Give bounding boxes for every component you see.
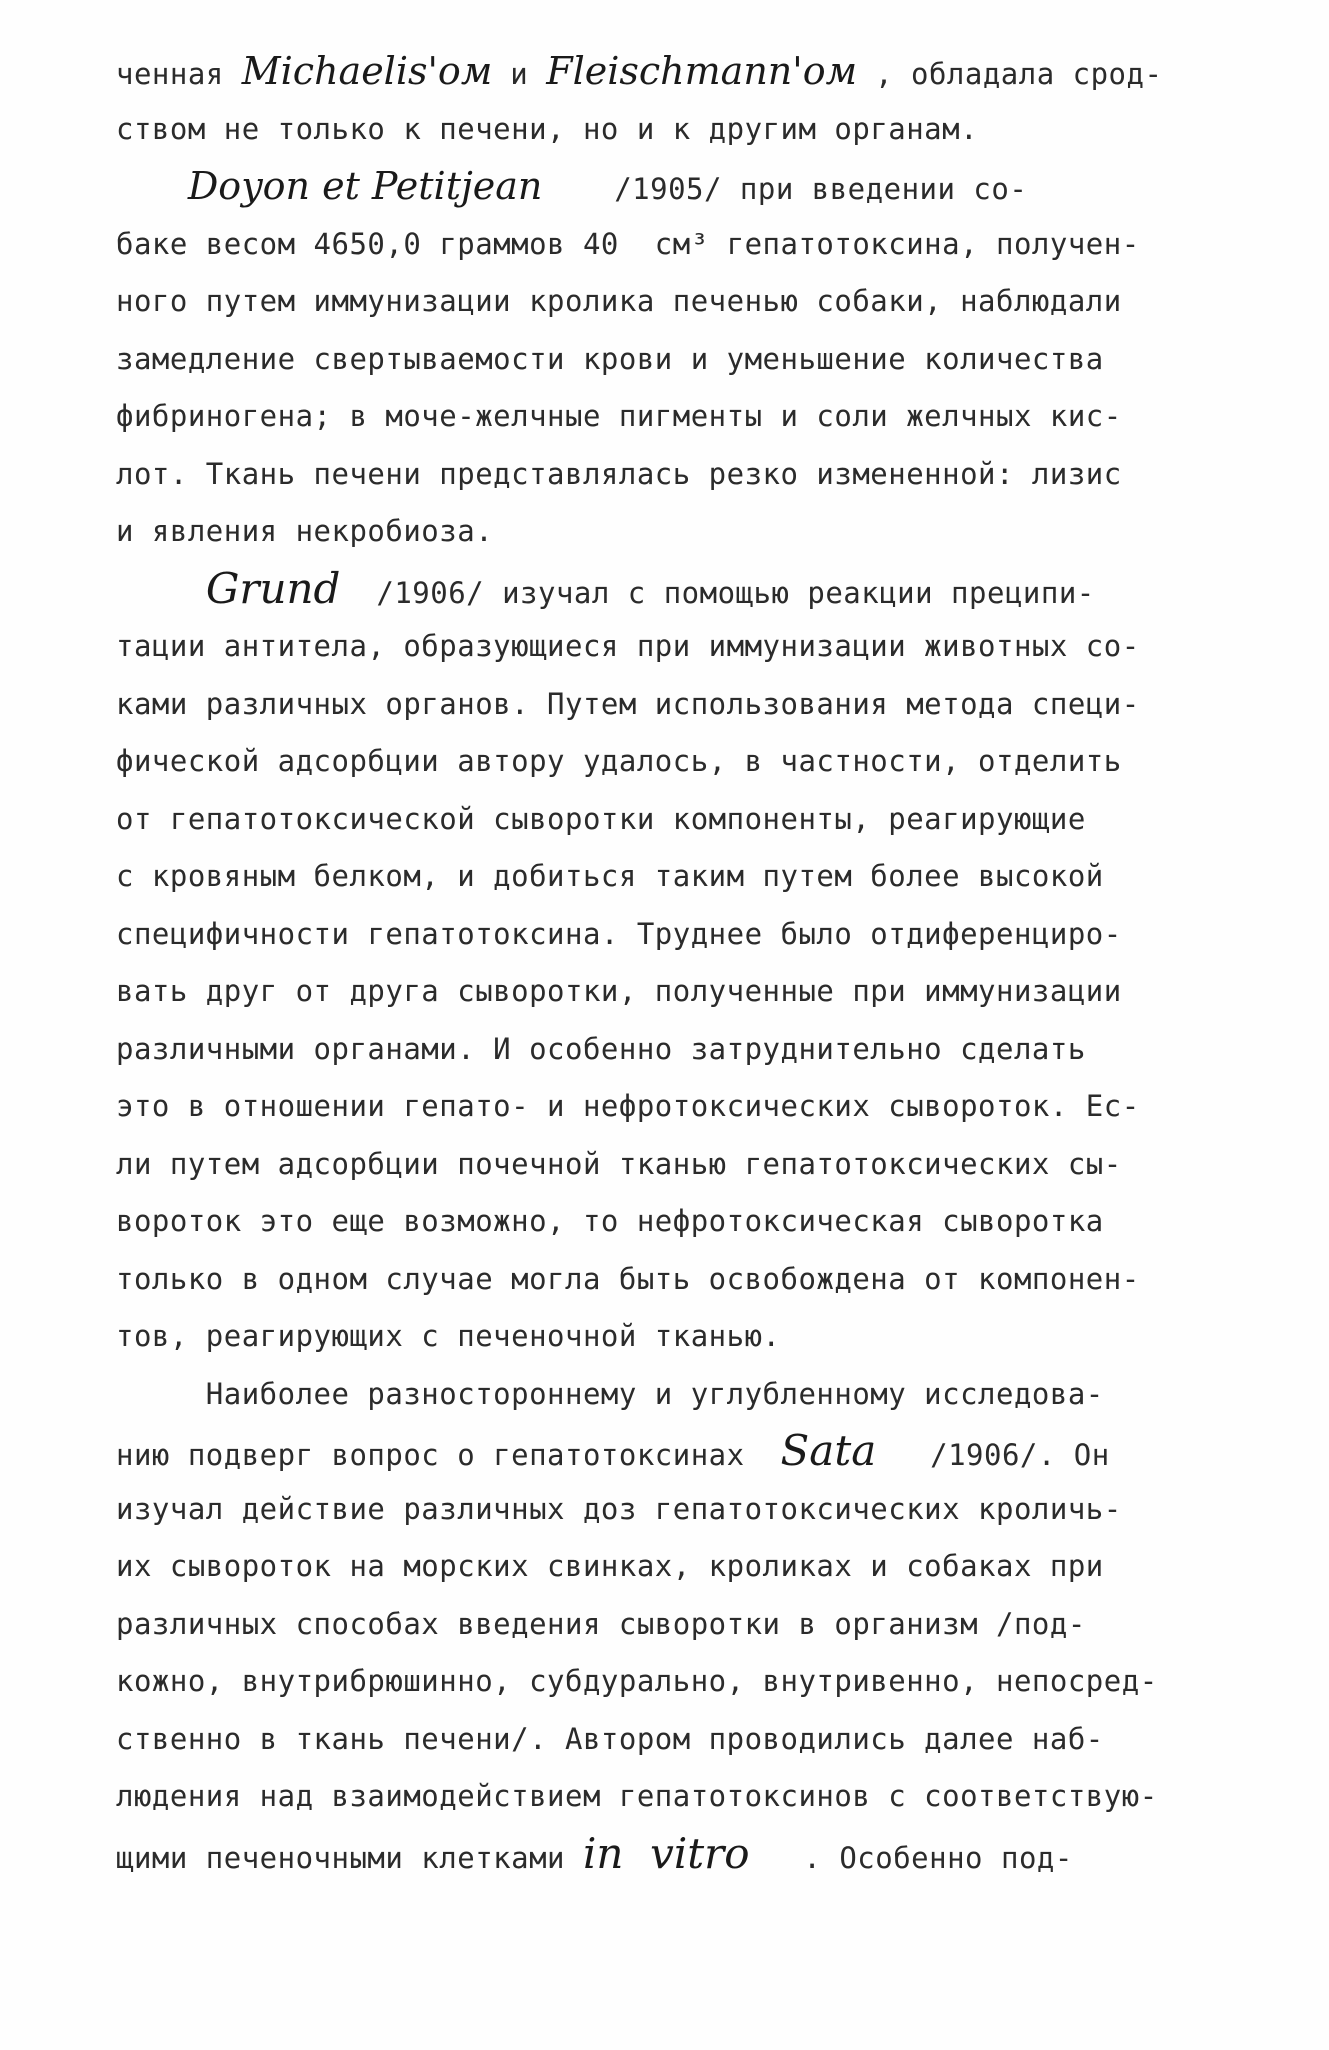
text-line	[0, 158, 1329, 214]
typed-text: Наиболее разностороннему и углубленному исследова-	[116, 1376, 1104, 1411]
typed-text	[116, 576, 206, 610]
text-line	[0, 1021, 1329, 1077]
typed-text: ственно в ткань печени/. Автором проводились далее наб-	[116, 1721, 1104, 1756]
text-line	[0, 1653, 1329, 1709]
typed-text: замедление свертываемости крови и уменьшение количества	[116, 341, 1104, 376]
handwritten-name: Sata	[780, 1426, 877, 1475]
typed-text: вать друг от друга сыворотки, полученные при иммунизации	[116, 974, 1122, 1008]
typed-text: ли путем адсорбции почечной тканью гепатотоксических сы-	[116, 1146, 1122, 1181]
text-line	[0, 446, 1329, 502]
text-line	[0, 963, 1329, 1019]
text-line	[0, 216, 1329, 272]
typed-text: нию подверг вопрос о гепатотоксинах	[116, 1438, 781, 1472]
text-line	[0, 1193, 1329, 1249]
typed-text: тов, реагирующих с печеночной тканью.	[116, 1319, 781, 1353]
text-line	[0, 1308, 1329, 1364]
typed-text: различными органами. И особенно затруднительно сделать	[116, 1031, 1086, 1066]
text-line	[0, 388, 1329, 444]
typed-text: тации антитела, образующиеся при иммунизации животных со-	[116, 629, 1140, 663]
typed-text: специфичности гепатотоксина. Труднее было отдиференциро-	[116, 916, 1122, 951]
typed-text: вороток это еще возможно, то нефротоксическая сыворотка	[116, 1204, 1104, 1238]
typed-text: людения над взаимодействием гепатотоксинов с соответствую-	[116, 1779, 1158, 1813]
typed-text: и явления некробиоза.	[116, 514, 494, 548]
typed-text: только в одном случае могла быть освобождена от компонен-	[116, 1261, 1140, 1296]
typed-text: баке весом 4650,0 граммов 40 см³ гепатотоксина, получен-	[116, 226, 1140, 261]
typed-text: это в отношении гепато- и нефротоксических сывороток. Ес-	[116, 1089, 1140, 1123]
text-line	[0, 273, 1329, 329]
text-line	[0, 1826, 1329, 1882]
typed-text: ством не только к печени, но и к другим органам.	[116, 111, 979, 146]
typed-text: и	[492, 57, 547, 91]
text-line	[0, 1481, 1329, 1537]
text-line	[0, 503, 1329, 559]
typed-text: фической адсорбции автору удалось, в частности, отделить	[116, 744, 1122, 778]
typed-text: лот. Ткань печени представлялась резко измененной: лизис	[116, 456, 1122, 491]
text-line	[0, 1136, 1329, 1192]
text-line	[0, 1768, 1329, 1824]
typed-text: ченная	[116, 57, 242, 91]
typed-text: /1906/ изучал с помощью реакции преципи-	[340, 575, 1095, 610]
text-line	[0, 331, 1329, 387]
text-line	[0, 676, 1329, 732]
handwritten-name: in vitro	[582, 1828, 750, 1878]
text-line	[0, 1423, 1329, 1479]
typed-text: /1906/. Он	[876, 1438, 1110, 1472]
text-line	[0, 1078, 1329, 1134]
text-line	[0, 1538, 1329, 1594]
typed-text: фибриногена; в моче-желчные пигменты и соли желчных кис-	[116, 399, 1122, 433]
typed-text: ками различных органов. Путем использования метода специ-	[116, 686, 1140, 721]
text-line	[0, 101, 1329, 157]
text-line	[0, 561, 1329, 617]
text-line	[0, 43, 1329, 99]
text-line	[0, 1711, 1329, 1767]
text-line	[0, 1596, 1329, 1652]
typed-text: щими печеночными клетками	[116, 1840, 583, 1875]
typed-text: с кровяным белком, и добиться таким путем более высокой	[116, 859, 1104, 893]
text-line	[0, 1366, 1329, 1422]
text-line	[0, 733, 1329, 789]
typed-text: ного путем иммунизации кролика печенью собаки, наблюдали	[116, 284, 1122, 318]
typed-text: . Особенно под-	[749, 1840, 1073, 1875]
handwritten-name: Grund	[205, 563, 341, 613]
typed-text: различных способах введения сыворотки в организм /под-	[116, 1606, 1086, 1641]
text-line	[0, 848, 1329, 904]
typed-text: их сывороток на морских свинках, кроликах и собаках при	[116, 1549, 1104, 1583]
handwritten-name: Doyon et Petitjean	[187, 164, 543, 208]
typed-text	[116, 172, 188, 206]
typed-text: , обладала срод-	[857, 57, 1163, 91]
typed-text: от гепатотоксической сыворотки компоненты, реагирующие	[116, 801, 1086, 836]
handwritten-name: Michaelis'ом	[241, 49, 493, 93]
text-line	[0, 618, 1329, 674]
text-line	[0, 1251, 1329, 1307]
typed-text: кожно, внутрибрюшинно, субдурально, внутривенно, непосред-	[116, 1664, 1158, 1698]
text-line	[0, 791, 1329, 847]
text-line	[0, 906, 1329, 962]
typed-text: /1905/ при введении со-	[542, 172, 1028, 206]
typed-text: изучал действие различных доз гепатотоксических кроличь-	[116, 1491, 1122, 1526]
handwritten-name: Fleischmann'ом	[546, 49, 858, 93]
